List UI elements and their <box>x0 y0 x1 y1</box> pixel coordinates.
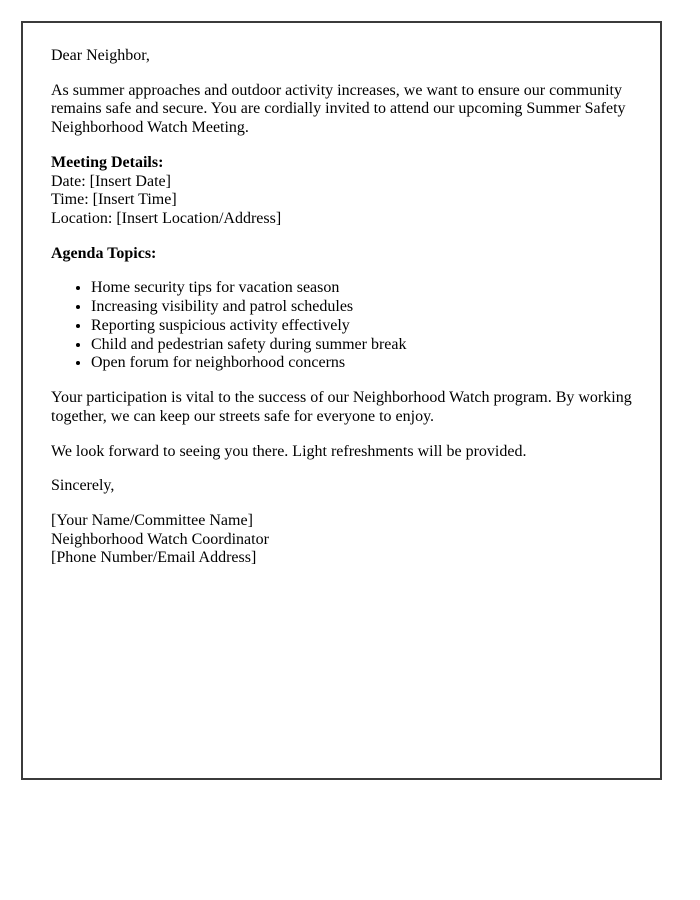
signature-title: Neighborhood Watch Coordinator <box>51 530 269 548</box>
meeting-details-heading: Meeting Details: <box>51 153 164 171</box>
agenda-item: • Reporting suspicious activity effectively <box>91 317 632 336</box>
meeting-location-line: Location: [Insert Location/Address] <box>51 210 282 228</box>
agenda-item: • Open forum for neighborhood concerns <box>91 354 632 373</box>
meeting-time-line: Time: [Insert Time] <box>51 191 177 209</box>
agenda-item: • Home security tips for vacation season <box>91 279 632 298</box>
signature-contact: [Phone Number/Email Address] <box>51 549 257 567</box>
agenda-heading <box>51 245 632 264</box>
agenda-item: • Increasing visibility and patrol schedules <box>91 298 632 317</box>
agenda-heading-text: Agenda Topics: <box>51 244 157 262</box>
agenda-list <box>51 279 632 373</box>
meeting-date-line: Date: [Insert Date] <box>51 172 171 190</box>
closing-note-paragraph: We look forward to seeing you there. Light refreshments will be provided. <box>51 442 527 460</box>
signoff: Sincerely, <box>51 477 115 495</box>
meeting-details-block <box>51 154 632 229</box>
agenda-item: • Child and pedestrian safety during summer break <box>91 336 632 355</box>
salutation: Dear Neighbor, <box>51 47 150 64</box>
letter-document <box>21 21 662 780</box>
intro-paragraph: As summer approaches and outdoor activity increases, we want to ensure our community remains safe and secure. You are cordially invited to attend our upcoming Summer Safety Neighborhood Watch Meeting. <box>51 81 626 137</box>
signature-block <box>51 512 632 568</box>
signature-name: [Your Name/Committee Name] <box>51 511 253 529</box>
participation-paragraph: Your participation is vital to the success of our Neighborhood Watch program. By working together, we can keep our streets safe for everyone to enjoy. <box>51 389 632 425</box>
